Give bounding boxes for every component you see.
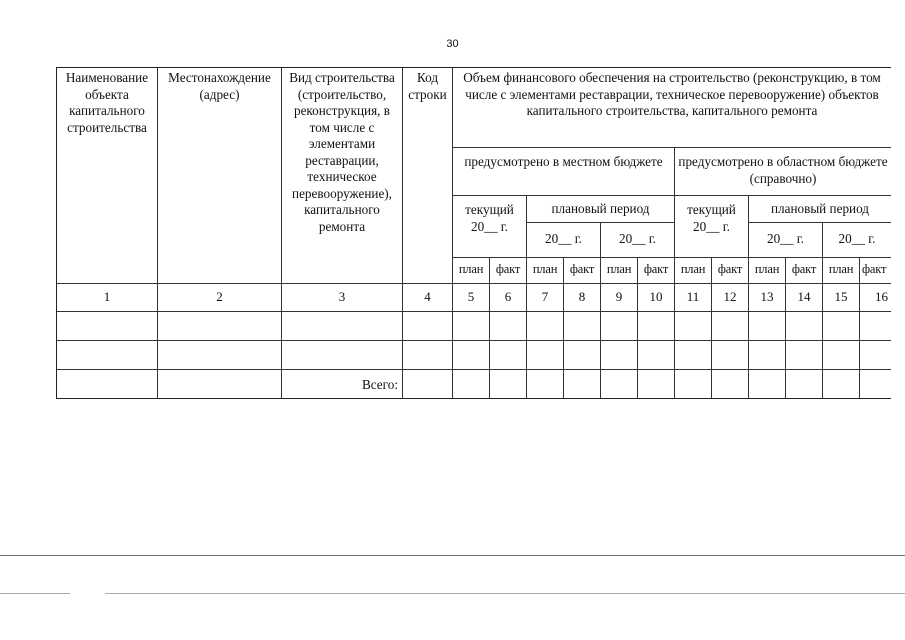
column-number: 13 [749, 284, 786, 312]
header-location: Местонахождение (адрес) [158, 68, 282, 284]
column-number: 15 [823, 284, 860, 312]
table-cell [749, 370, 786, 398]
table-cell [158, 341, 282, 370]
table-cell [786, 370, 823, 398]
table-cell [57, 341, 158, 370]
table-cell [601, 370, 638, 398]
column-number: 10 [638, 284, 675, 312]
table-cell [823, 312, 860, 341]
scan-line [105, 593, 905, 594]
table-cell [527, 341, 564, 370]
table-cell [786, 341, 823, 370]
column-number: 11 [675, 284, 712, 312]
table-cell [564, 341, 601, 370]
table-cell [601, 312, 638, 341]
table-cell [453, 312, 490, 341]
header-regional-budget: предусмотрено в областном бюджете (справочно) [675, 148, 891, 196]
header-fact: факт [860, 258, 891, 284]
header-construction-type: Вид строительства (строительство, реконструкция, в том числе с элементами реставрации, техническое перевооружение), капитального ремонта [282, 68, 403, 284]
header-name: Наименование объекта капитального строительства [57, 68, 158, 284]
table-cell [158, 312, 282, 341]
table-cell [57, 312, 158, 341]
table-cell [860, 312, 891, 341]
header-fact: факт [490, 258, 527, 284]
column-number: 12 [712, 284, 749, 312]
table-cell [158, 370, 282, 398]
table-cell [403, 341, 453, 370]
funding-table [56, 67, 891, 399]
header-regional-year-2: 20__ г. [823, 223, 891, 258]
table-cell [786, 312, 823, 341]
header-line-code: Код строки [403, 68, 453, 284]
header-fact: факт [638, 258, 675, 284]
column-number: 4 [403, 284, 453, 312]
table-cell [490, 341, 527, 370]
column-number: 6 [490, 284, 527, 312]
header-plan: план [675, 258, 712, 284]
table-cell [712, 341, 749, 370]
header-regional-plan-period: плановый период [749, 196, 891, 223]
table-cell [675, 341, 712, 370]
table-cell [490, 370, 527, 398]
table-cell [403, 370, 453, 398]
header-funding: Объем финансового обеспечения на строительство (реконструкцию, в том числе с элементами реставрации, техническое перевооружение) объектов капитального строительства, капитального ремонта [453, 68, 891, 148]
column-number: 14 [786, 284, 823, 312]
table-cell [453, 341, 490, 370]
table-cell [527, 370, 564, 398]
table-cell [57, 370, 158, 398]
header-plan: план [749, 258, 786, 284]
table-cell [712, 370, 749, 398]
table-cell [282, 312, 403, 341]
total-label: Всего: [282, 370, 403, 398]
table-cell [860, 370, 891, 398]
column-number: 16 [860, 284, 891, 312]
header-local-year-1: 20__ г. [527, 223, 601, 258]
table-cell [453, 370, 490, 398]
table-cell [638, 370, 675, 398]
table-cell [638, 341, 675, 370]
table-cell [823, 370, 860, 398]
table-cell [675, 370, 712, 398]
table-cell [564, 312, 601, 341]
header-plan: план [453, 258, 490, 284]
page-divider [0, 555, 905, 556]
header-regional-current-year: текущий 20__ г. [675, 196, 749, 258]
table-cell [675, 312, 712, 341]
header-local-plan-period: плановый период [527, 196, 675, 223]
header-regional-year-1: 20__ г. [749, 223, 823, 258]
header-local-current-year: текущий 20__ г. [453, 196, 527, 258]
table-cell [860, 341, 891, 370]
page-number: 30 [446, 38, 459, 50]
header-plan: план [601, 258, 638, 284]
header-local-budget: предусмотрено в местном бюджете [453, 148, 675, 196]
header-fact: факт [564, 258, 601, 284]
table-cell [490, 312, 527, 341]
table-cell [823, 341, 860, 370]
table-cell [749, 341, 786, 370]
column-number: 1 [57, 284, 158, 312]
table-cell [282, 341, 403, 370]
header-fact: факт [786, 258, 823, 284]
table-cell [749, 312, 786, 341]
header-local-year-2: 20__ г. [601, 223, 675, 258]
column-number: 3 [282, 284, 403, 312]
table-cell [527, 312, 564, 341]
table-cell [712, 312, 749, 341]
scan-line [0, 593, 70, 594]
table-cell [601, 341, 638, 370]
table-cell [638, 312, 675, 341]
column-number: 7 [527, 284, 564, 312]
column-number: 8 [564, 284, 601, 312]
column-number: 2 [158, 284, 282, 312]
header-plan: план [823, 258, 860, 284]
header-plan: план [527, 258, 564, 284]
column-number: 5 [453, 284, 490, 312]
header-fact: факт [712, 258, 749, 284]
table-cell [564, 370, 601, 398]
column-number: 9 [601, 284, 638, 312]
table-cell [403, 312, 453, 341]
